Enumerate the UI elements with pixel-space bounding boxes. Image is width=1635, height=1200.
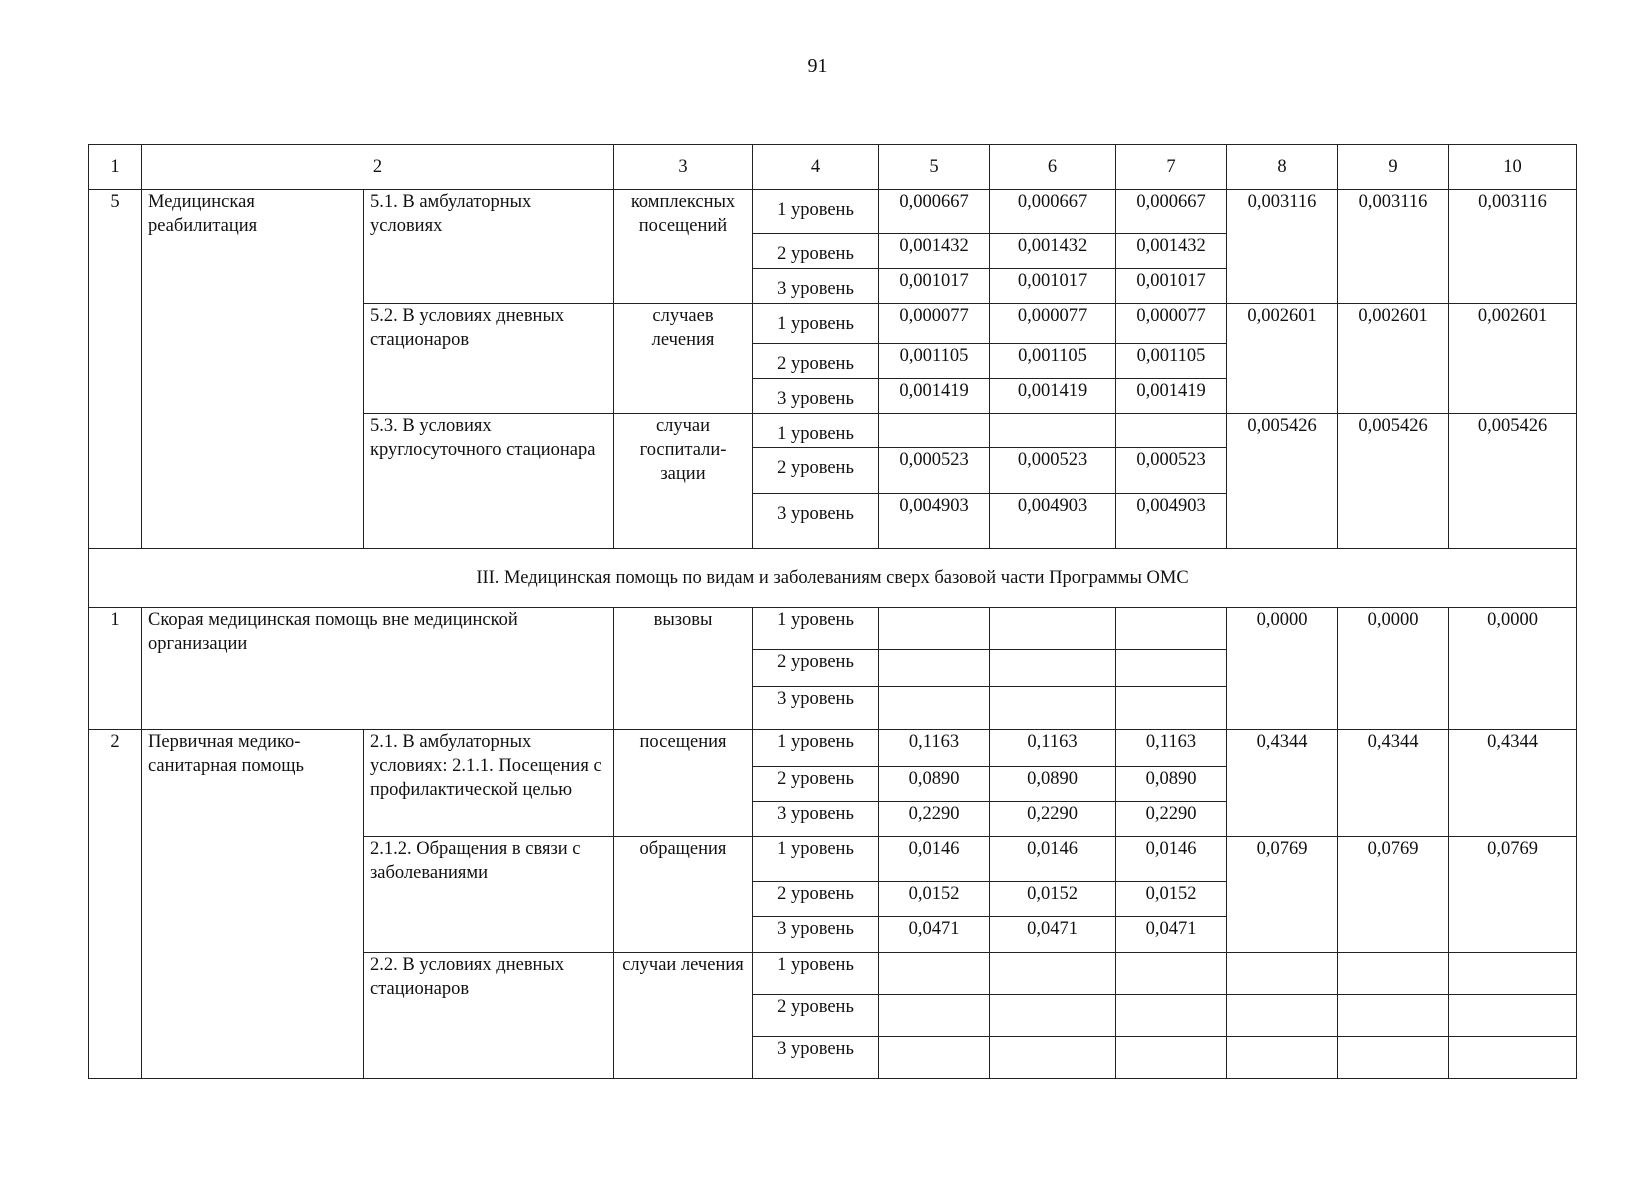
subrow-label: 5.3. В условиях круглосуточного стационара xyxy=(364,414,614,549)
value-cell xyxy=(879,953,990,995)
value-cell xyxy=(1116,650,1227,687)
total-cell: 0,005426 xyxy=(1338,414,1449,549)
level-cell: 3 уровень xyxy=(753,379,879,414)
column-number-row xyxy=(89,145,1577,190)
value-cell: 0,001105 xyxy=(990,344,1116,379)
level-cell: 3 уровень xyxy=(753,494,879,549)
value-cell: 0,0152 xyxy=(879,882,990,917)
unit-cell: комплексных посещений xyxy=(614,190,753,304)
subrow-label: 2.2. В условиях дневных стационаров xyxy=(364,953,614,1079)
total-cell xyxy=(1227,953,1338,995)
row-number: 2 xyxy=(89,730,142,1079)
level-cell: 3 уровень xyxy=(753,802,879,837)
value-cell: 0,001419 xyxy=(990,379,1116,414)
value-cell: 0,000077 xyxy=(1116,304,1227,344)
col-header: 1 xyxy=(89,145,142,190)
unit-cell: случаи лечения xyxy=(614,953,753,1079)
value-cell: 0,001105 xyxy=(879,344,990,379)
level-cell: 1 уровень xyxy=(753,837,879,882)
level-cell: 2 уровень xyxy=(753,882,879,917)
value-cell: 0,001105 xyxy=(1116,344,1227,379)
level-cell: 1 уровень xyxy=(753,190,879,234)
value-cell: 0,0152 xyxy=(990,882,1116,917)
value-cell: 0,0890 xyxy=(1116,767,1227,802)
table-row xyxy=(89,730,1577,767)
value-cell: 0,001017 xyxy=(1116,269,1227,304)
value-cell: 0,0146 xyxy=(990,837,1116,882)
value-cell xyxy=(990,953,1116,995)
value-cell xyxy=(879,687,990,730)
level-cell: 2 уровень xyxy=(753,234,879,269)
value-cell xyxy=(990,414,1116,448)
value-cell xyxy=(879,608,990,650)
col-header: 2 xyxy=(142,145,614,190)
subrow-label: 5.2. В условиях дневных стационаров xyxy=(364,304,614,414)
value-cell: 0,0471 xyxy=(990,917,1116,953)
total-cell xyxy=(1227,995,1338,1037)
level-cell: 3 уровень xyxy=(753,1037,879,1079)
value-cell xyxy=(1116,953,1227,995)
value-cell xyxy=(1116,1037,1227,1079)
total-cell: 0,003116 xyxy=(1449,190,1577,304)
unit-cell: случаев лечения xyxy=(614,304,753,414)
level-cell: 1 уровень xyxy=(753,304,879,344)
level-cell: 2 уровень xyxy=(753,448,879,494)
total-cell xyxy=(1449,1037,1577,1079)
total-cell: 0,005426 xyxy=(1227,414,1338,549)
value-cell xyxy=(1116,995,1227,1037)
total-cell xyxy=(1338,995,1449,1037)
value-cell: 0,000523 xyxy=(1116,448,1227,494)
value-cell: 0,0146 xyxy=(879,837,990,882)
subrow-label: 2.1. В амбулаторных условиях: 2.1.1. Посещения с профилактической целью xyxy=(364,730,614,837)
value-cell: 0,004903 xyxy=(879,494,990,549)
col-header: 10 xyxy=(1449,145,1577,190)
subrow-label: 5.1. В амбулаторных условиях xyxy=(364,190,614,304)
value-cell: 0,0146 xyxy=(1116,837,1227,882)
value-cell xyxy=(1116,687,1227,730)
value-cell: 0,2290 xyxy=(990,802,1116,837)
total-cell: 0,0000 xyxy=(1338,608,1449,730)
level-cell: 3 уровень xyxy=(753,687,879,730)
value-cell: 0,0152 xyxy=(1116,882,1227,917)
level-cell: 1 уровень xyxy=(753,414,879,448)
subrow-label: 2.1.2. Обращения в связи с заболеваниями xyxy=(364,837,614,953)
value-cell: 0,1163 xyxy=(879,730,990,767)
table-row xyxy=(89,190,1577,234)
level-cell: 3 уровень xyxy=(753,917,879,953)
value-cell: 0,004903 xyxy=(990,494,1116,549)
section-heading: III. Медицинская помощь по видам и заболеваниям сверх базовой части Программы ОМС xyxy=(89,549,1577,608)
value-cell xyxy=(879,414,990,448)
unit-cell: обращения xyxy=(614,837,753,953)
total-cell: 0,003116 xyxy=(1227,190,1338,304)
value-cell: 0,001017 xyxy=(990,269,1116,304)
total-cell: 0,4344 xyxy=(1227,730,1338,837)
page-number: 91 xyxy=(807,55,828,77)
value-cell: 0,001419 xyxy=(879,379,990,414)
level-cell: 2 уровень xyxy=(753,995,879,1037)
value-cell: 0,000667 xyxy=(879,190,990,234)
value-cell xyxy=(990,1037,1116,1079)
total-cell: 0,4344 xyxy=(1449,730,1577,837)
value-cell: 0,000523 xyxy=(879,448,990,494)
level-cell: 2 уровень xyxy=(753,767,879,802)
unit-cell: случаи госпитали-зации xyxy=(614,414,753,549)
value-cell: 0,000077 xyxy=(990,304,1116,344)
col-header: 3 xyxy=(614,145,753,190)
col-header: 5 xyxy=(879,145,990,190)
value-cell xyxy=(879,650,990,687)
value-cell: 0,0890 xyxy=(990,767,1116,802)
value-cell: 0,001432 xyxy=(879,234,990,269)
total-cell xyxy=(1338,953,1449,995)
row-name: Медицинская реабилитация xyxy=(142,190,364,549)
value-cell: 0,1163 xyxy=(1116,730,1227,767)
value-cell: 0,2290 xyxy=(1116,802,1227,837)
total-cell xyxy=(1338,1037,1449,1079)
value-cell xyxy=(1116,414,1227,448)
value-cell xyxy=(1116,608,1227,650)
row-name: Первичная медико-санитарная помощь xyxy=(142,730,364,1079)
level-cell: 1 уровень xyxy=(753,953,879,995)
level-cell: 3 уровень xyxy=(753,269,879,304)
level-cell: 1 уровень xyxy=(753,608,879,650)
value-cell: 0,001419 xyxy=(1116,379,1227,414)
value-cell: 0,004903 xyxy=(1116,494,1227,549)
value-cell: 0,0890 xyxy=(879,767,990,802)
row-number: 1 xyxy=(89,608,142,730)
level-cell: 2 уровень xyxy=(753,344,879,379)
total-cell xyxy=(1227,1037,1338,1079)
value-cell: 0,000667 xyxy=(990,190,1116,234)
value-cell xyxy=(990,608,1116,650)
value-cell xyxy=(879,1037,990,1079)
total-cell xyxy=(1449,953,1577,995)
total-cell: 0,002601 xyxy=(1449,304,1577,414)
table-row xyxy=(89,608,1577,650)
value-cell: 0,001017 xyxy=(879,269,990,304)
total-cell: 0,005426 xyxy=(1449,414,1577,549)
value-cell: 0,000667 xyxy=(1116,190,1227,234)
value-cell: 0,001432 xyxy=(1116,234,1227,269)
total-cell: 0,0000 xyxy=(1227,608,1338,730)
col-header: 9 xyxy=(1338,145,1449,190)
total-cell: 0,002601 xyxy=(1227,304,1338,414)
total-cell: 0,003116 xyxy=(1338,190,1449,304)
value-cell: 0,0471 xyxy=(879,917,990,953)
medical-care-table xyxy=(88,144,1577,1079)
level-cell: 1 уровень xyxy=(753,730,879,767)
unit-cell: вызовы xyxy=(614,608,753,730)
col-header: 4 xyxy=(753,145,879,190)
row-name: Скорая медицинская помощь вне медицинской организации xyxy=(142,608,614,730)
section-heading-row xyxy=(89,549,1577,608)
value-cell: 0,0471 xyxy=(1116,917,1227,953)
row-number: 5 xyxy=(89,190,142,549)
col-header: 7 xyxy=(1116,145,1227,190)
total-cell: 0,0769 xyxy=(1338,837,1449,953)
value-cell xyxy=(990,650,1116,687)
total-cell: 0,002601 xyxy=(1338,304,1449,414)
value-cell xyxy=(990,995,1116,1037)
value-cell xyxy=(879,995,990,1037)
unit-cell: посещения xyxy=(614,730,753,837)
total-cell: 0,0769 xyxy=(1449,837,1577,953)
value-cell: 0,001432 xyxy=(990,234,1116,269)
total-cell xyxy=(1449,995,1577,1037)
value-cell: 0,000523 xyxy=(990,448,1116,494)
total-cell: 0,4344 xyxy=(1338,730,1449,837)
value-cell xyxy=(990,687,1116,730)
total-cell: 0,0769 xyxy=(1227,837,1338,953)
col-header: 6 xyxy=(990,145,1116,190)
value-cell: 0,1163 xyxy=(990,730,1116,767)
value-cell: 0,2290 xyxy=(879,802,990,837)
col-header: 8 xyxy=(1227,145,1338,190)
total-cell: 0,0000 xyxy=(1449,608,1577,730)
level-cell: 2 уровень xyxy=(753,650,879,687)
value-cell: 0,000077 xyxy=(879,304,990,344)
